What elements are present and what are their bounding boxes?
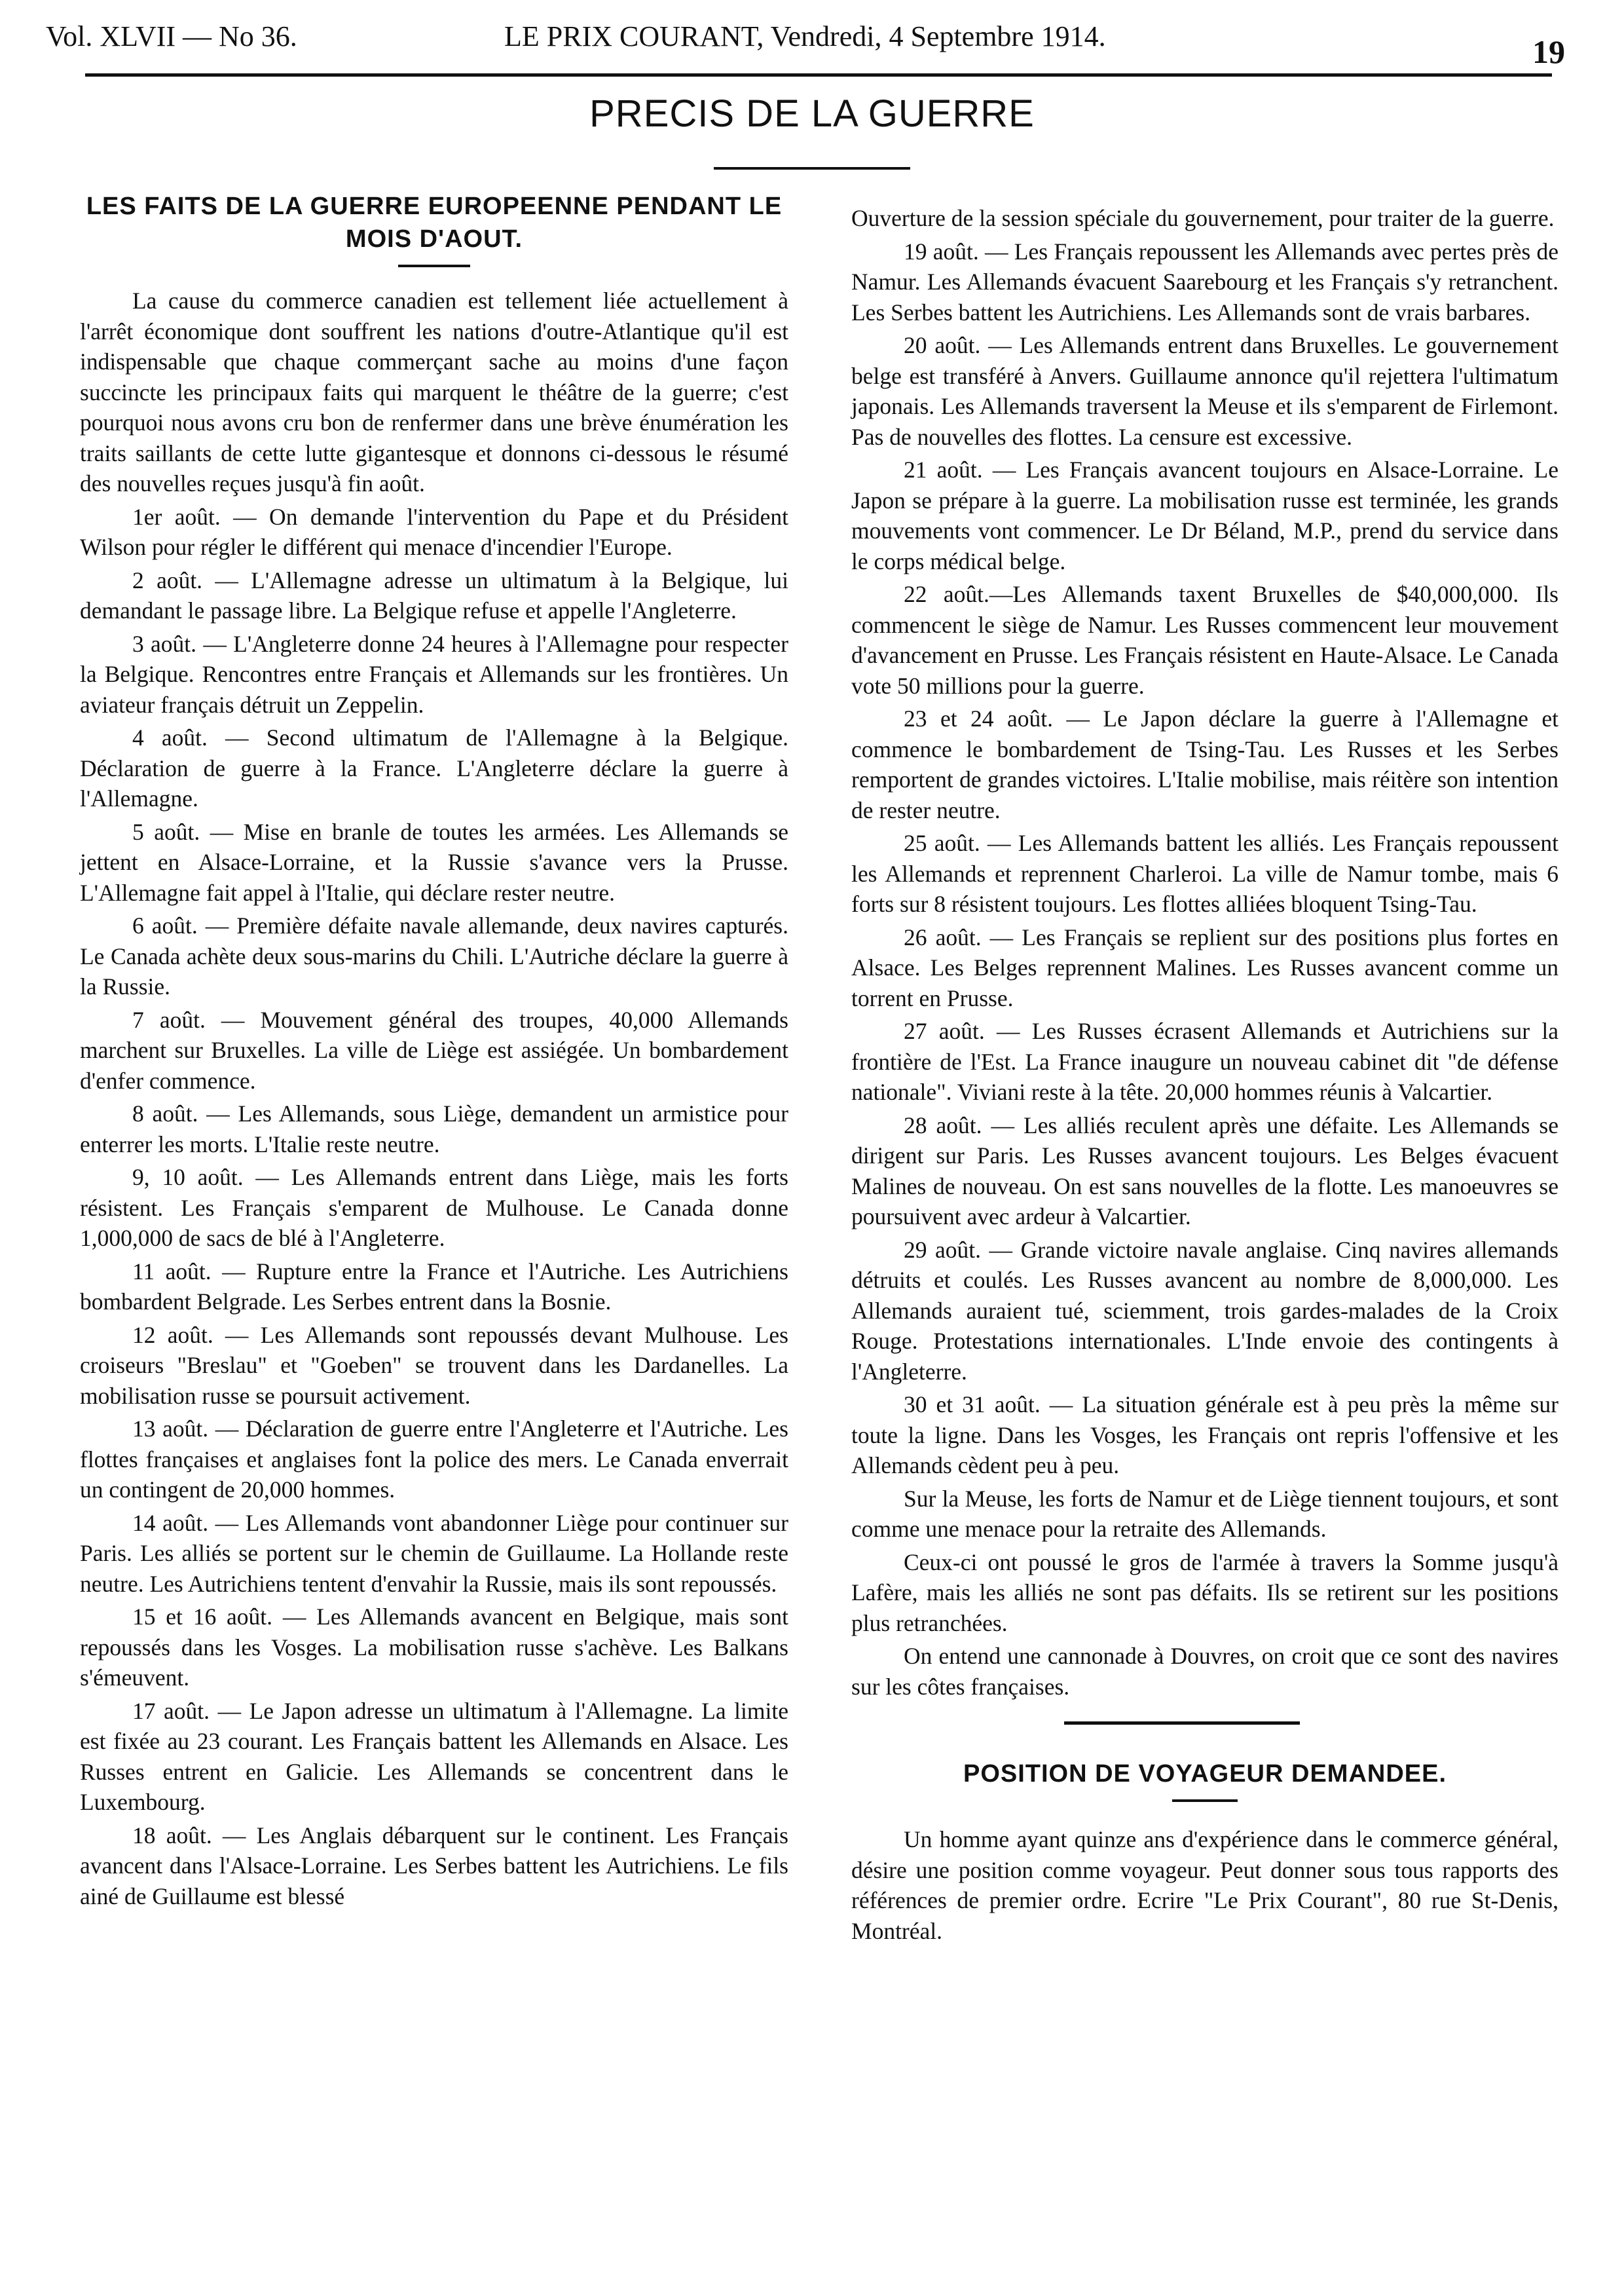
article-paragraph: 4 août. — Second ultimatum de l'Allemagne à la Belgique. Déclaration de guerre à la France. L'Angleterre déclare la guerre à l'Allemagne.: [80, 724, 788, 812]
article-paragraph: 3 août. — L'Angleterre donne 24 heures à l'Allemagne pour respecter la Belgique. Rencontres entre Français et Allemands sur les frontières. Un aviateur français détruit un Zeppelin.: [80, 630, 788, 718]
ad-title: POSITION DE VOYAGEUR DEMANDEE.: [963, 1760, 1447, 1788]
article-paragraph: 29 août. — Grande victoire navale anglaise. Cinq navires allemands détruits et coulés. Les Russes avancent au nombre de 8,000,000. Les Allemands auraient tué, sciemment, trois gardes-malades de la Croix Rouge. Protestations internationales. L'Inde envoie des contingents à l'Angleterre.: [851, 1236, 1559, 1385]
ad-body: Un homme ayant quinze ans d'expérience dans le commerce général, désire une position comme voyageur. Peut donner sous tous rapports des références de premier ordre. Ecrire "Le Prix Courant", 80 rue St-Denis, Montréal.: [851, 1826, 1559, 1944]
header-rule: [85, 73, 1552, 77]
article-paragraph: 7 août. — Mouvement général des troupes, 40,000 Allemands marchent sur Bruxelles. La ville de Liège est assiégée. Un bombardement d'enfer commence.: [80, 1006, 788, 1094]
article-paragraph: 5 août. — Mise en branle de toutes les armées. Les Allemands se jettent en Alsace-Lorraine, et la Russie s'avance vers la Prusse. L'Allemagne fait appel à l'Italie, qui déclare rester neutre.: [80, 818, 788, 906]
article-paragraph: 2 août. — L'Allemagne adresse un ultimatum à la Belgique, lui demandant le passage libre. La Belgique refuse et appelle l'Angleterre.: [80, 567, 788, 624]
section-title-rule: [714, 167, 910, 170]
article-paragraph: 1er août. — On demande l'intervention du Pape et du Président Wilson pour régler le différent qui menace d'incendier l'Europe.: [80, 503, 788, 560]
article-paragraph: 28 août. — Les alliés reculent après une défaite. Les Allemands se dirigent sur Paris. Les Russes avancent toujours. Les Belges évacuent Malines de nouveau. On est sans nouvelles de la flotte. Les manoeuvres se poursuivent avec ardeur à Valcartier.: [851, 1112, 1559, 1229]
article-paragraph: 20 août. — Les Allemands entrent dans Bruxelles. Le gouvernement belge est transféré à Anvers. Guillaume annonce qu'il rejettera l'ultimatum japonais. Les Allemands traversent la Meuse et ils s'emparent de Firlemont. Pas de nouvelles des flottes. La censure est excessive.: [851, 332, 1559, 450]
article-paragraph: 22 août.—Les Allemands taxent Bruxelles de $40,000,000. Ils commencent le siège de Namur. Les Russes commencent leur mouvement d'avancement en Prusse. Les Français résistent en Haute-Alsace. Le Canada vote 50 millions pour la guerre.: [851, 581, 1559, 699]
article-paragraph: 12 août. — Les Allemands sont repoussés devant Mulhouse. Les croiseurs "Breslau" et "Goeben" se trouvent dans les Dardanelles. La mobilisation russe se poursuit activement.: [80, 1321, 788, 1409]
article-paragraph: 27 août. — Les Russes écrasent Allemands et Autrichiens sur la frontière de l'Est. La France inaugure un nouveau cabinet dit "de défense nationale". Viviani reste à la tête. 20,000 hommes réunis à Valcartier.: [851, 1018, 1559, 1105]
article-paragraph: Ceux-ci ont poussé le gros de l'armée à travers la Somme jusqu'à Lafère, mais les alliés ne sont pas défaits. Ils se retirent sur les positions plus retranchées.: [851, 1548, 1559, 1636]
article-paragraph: 25 août. — Les Allemands battent les alliés. Les Français repoussent les Allemands et reprennent Charleroi. La ville de Namur tombe, mais 6 forts sur 8 résistent toujours. Les flottes alliées bloquent Tsing-Tau.: [851, 830, 1559, 917]
running-header: [46, 20, 1565, 70]
article-paragraph: 15 et 16 août. — Les Allemands avancent en Belgique, mais sont repoussés dans les Vosges. La mobilisation russe s'achève. Les Balkans s'émeuvent.: [80, 1603, 788, 1691]
article-paragraph: 9, 10 août. — Les Allemands entrent dans Liège, mais les forts résistent. Les Français s'emparent de Mulhouse. Le Canada donne 1,000,000 de sacs de blé à l'Angleterre.: [80, 1164, 788, 1251]
article-paragraph: 14 août. — Les Allemands vont abandonner Liège pour continuer sur Paris. Les alliés se portent sur le chemin de Guillaume. La Hollande reste neutre. Les Autrichiens tentent d'envahir la Russie, mais ils sont repoussés.: [80, 1509, 788, 1597]
article-title: LES FAITS DE LA GUERRE EUROPEENNE PENDANT LE MOIS D'AOUT.: [86, 193, 783, 253]
volume-number: Vol. XLVII — No 36.: [46, 20, 297, 52]
article-paragraph: 6 août. — Première défaite navale allemande, deux navires capturés. Le Canada achète deux sous-marins du Chili. L'Autriche déclare la guerre à la Russie.: [80, 912, 788, 1000]
article-paragraph: 23 et 24 août. — Le Japon déclare la guerre à l'Allemagne et commence le bombardement de Tsing-Tau. Les Russes et les Serbes remportent de grandes victoires. L'Italie mobilise, mais réitère son intention de rester neutre.: [851, 705, 1559, 823]
left-column: [80, 190, 788, 1914]
article-title-rule: [398, 265, 470, 267]
article-paragraph: 8 août. — Les Allemands, sous Liège, demandent un armistice pour enterrer les morts. L'Italie reste neutre.: [80, 1100, 788, 1157]
page-number: 19: [1532, 33, 1565, 70]
article-paragraph: 30 et 31 août. — La situation générale est à peu près la même sur toute la ligne. Dans les Vosges, les Français ont repris l'offensive et les Allemands cèdent peu à peu.: [851, 1391, 1559, 1478]
ad-title-rule: [1172, 1799, 1238, 1802]
article-paragraph: 19 août. — Les Français repoussent les Allemands avec pertes près de Namur. Les Allemands évacuent Saarebourg et les Français s'y retranchent. Les Serbes battent les Autrichiens. Les Allemands sont de vrais barbares.: [851, 238, 1559, 326]
article-paragraph: 13 août. — Déclaration de guerre entre l'Angleterre et l'Autriche. Les flottes françaises et anglaises font la police des mers. Le Canada enverrait un contingent de 20,000 hommes.: [80, 1416, 788, 1503]
article-continuation: Ouverture de la session spéciale du gouvernement, pour traiter de la guerre.: [851, 205, 1555, 231]
article-paragraph: Sur la Meuse, les forts de Namur et de Liège tiennent toujours, et sont comme une menace pour la retraite des Allemands.: [851, 1485, 1559, 1542]
article-paragraph: 18 août. — Les Anglais débarquent sur le continent. Les Français avancent dans l'Alsace-Lorraine. Les Serbes battent les Autrichiens. Le fils ainé de Guillaume est blessé: [80, 1822, 788, 1909]
article-paragraph: 17 août. — Le Japon adresse un ultimatum à l'Allemagne. La limite est fixée au 23 courant. Les Français battent les Allemands en Alsace. Les Russes entrent en Galicie. Les Allemands se concentrent dans le Luxembourg.: [80, 1697, 788, 1815]
ad-divider-rule: [1064, 1721, 1300, 1725]
right-column: [851, 203, 1559, 1949]
article-paragraph: On entend une cannonade à Douvres, on croit que ce sont des navires sur les côtes françaises.: [851, 1643, 1559, 1700]
article-paragraph: 11 août. — Rupture entre la France et l'Autriche. Les Autrichiens bombardent Belgrade. Les Serbes entrent dans la Bosnie.: [80, 1258, 788, 1315]
section-title: PRECIS DE LA GUERRE: [589, 92, 1035, 135]
article-paragraph: La cause du commerce canadien est tellement liée actuellement à l'arrêt économique dont souffrent les nations d'outre-Atlantique qu'il est indispensable que chaque commerçant sache au moins d'une façon succincte les principaux faits qui marquent le théâtre de la guerre; c'est pourquoi nous avons cru bon de renfermer dans une brève énumération les traits saillants de cette lutte gigantesque et donnons ci-dessous le résumé des nouvelles reçues jusqu'à fin août.: [80, 288, 788, 497]
article-paragraph: 26 août. — Les Français se replient sur des positions plus fortes en Alsace. Les Belges reprennent Malines. Les Russes avancent comme un torrent en Prusse.: [851, 924, 1559, 1011]
article-paragraph: 21 août. — Les Français avancent toujours en Alsace-Lorraine. Le Japon se prépare à la guerre. La mobilisation russe est terminée, les grands mouvements vont commencer. Le Dr Béland, M.P., prend du service dans le corps médical belge.: [851, 457, 1559, 574]
publication-date-line: LE PRIX COURANT, Vendredi, 4 Septembre 1914.: [504, 20, 1106, 52]
